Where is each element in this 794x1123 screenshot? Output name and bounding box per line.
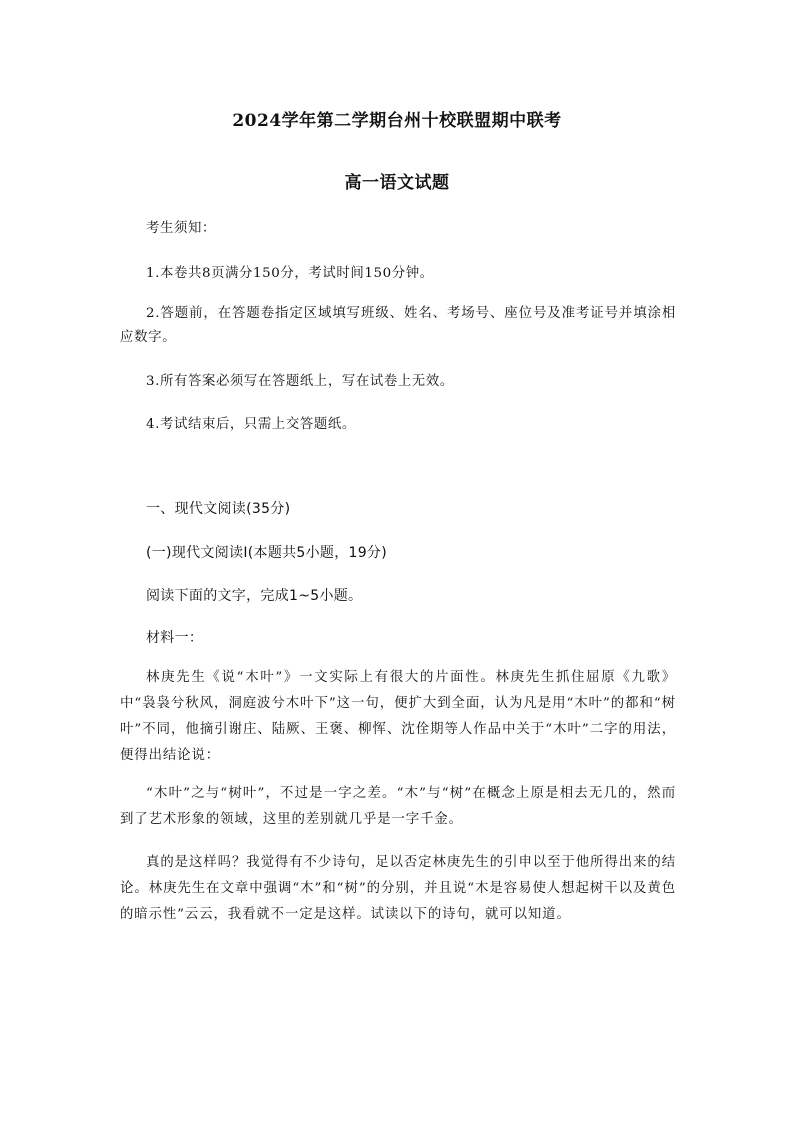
notice-heading: 考生须知：	[146, 221, 216, 236]
notice-item-1: 1.本卷共8页满分150分，考试时间150分钟。	[146, 266, 434, 281]
passage-paragraph-3: 真的是这样吗？我觉得有不少诗句，足以否定林庚先生的引申以至于他所得出来的结论。林庚先生在文章中强调“木”和“树”的分别，并且说“木是容易使人想起树干以及黄色的暗示性”云云，我看就不一定是这样。试读以下的诗句，就可以知道。	[120, 855, 676, 922]
section-subtitle: (一)现代文阅读Ⅰ(本题共5小题，19分)	[146, 545, 387, 561]
subject-title: 高一语文试题	[344, 173, 450, 193]
passage-paragraph-2: “木叶”之与“树叶”，不过是一字之差。“木”与“树”在概念上原是相去无几的，然而到了艺术形象的领域，这里的差别就几乎是一字千金。	[120, 786, 676, 827]
exam-title: 2024学年第二学期台州十校联盟期中联考	[232, 111, 562, 131]
notice-item-2: 2.答题前，在答题卷指定区域填写班级、姓名、考场号、座位号及准考证号并填涂相应数字。	[120, 306, 676, 345]
reading-instruction: 阅读下面的文字，完成1~5小题。	[146, 588, 363, 604]
material-label: 材料一：	[146, 630, 204, 646]
notice-item-4: 4.考试结束后，只需上交答题纸。	[146, 417, 356, 432]
notice-item-3: 3.所有答案必须写在答题纸上，写在试卷上无效。	[146, 374, 454, 389]
passage-paragraph-1: 林庚先生《说“木叶”》一文实际上有很大的片面性。林庚先生抓住屈原《九歌》中“袅袅兮秋风，洞庭波兮木叶下”这一句，便扩大到全面，认为凡是用“木叶”的都和“树叶”不同，他摘引谢庄、陆厥、王褒、柳恽、沈佺期等人作品中关于“木叶”二字的用法，便得出结论说：	[120, 670, 676, 763]
section-title: 一、现代文阅读(35分)	[146, 501, 291, 517]
